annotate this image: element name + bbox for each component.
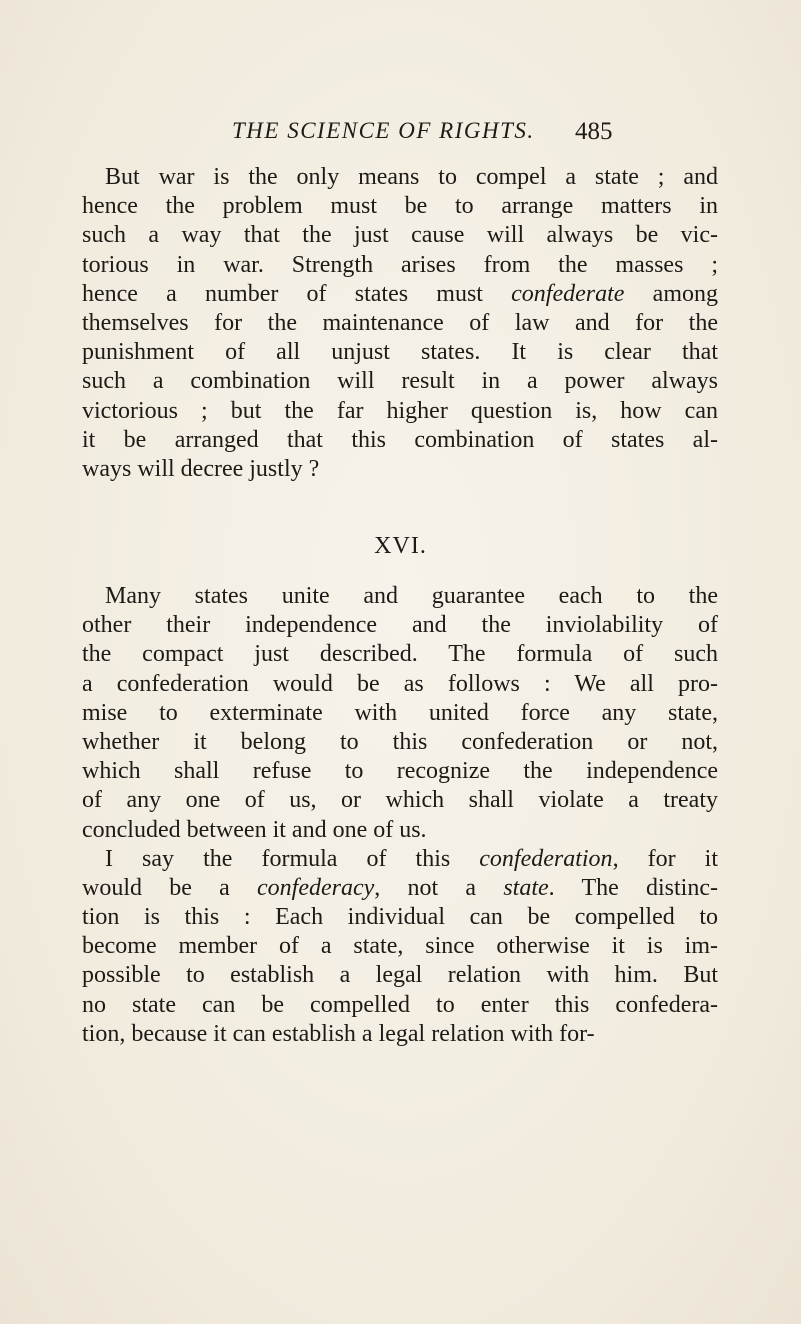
paragraph-1 bbox=[82, 163, 718, 484]
text-line bbox=[82, 786, 718, 815]
page-number: 485 bbox=[575, 118, 613, 145]
italic-term: confederacy bbox=[257, 874, 375, 901]
text-run: become member of a state, since otherwise it is im- bbox=[82, 933, 718, 960]
text-line bbox=[82, 1020, 718, 1049]
text-run: mise to exterminate with united force any state, bbox=[82, 699, 718, 726]
text-line bbox=[82, 874, 718, 903]
text-run: punishment of all unjust states. It is clear that bbox=[82, 339, 718, 366]
text-line bbox=[82, 280, 718, 309]
text-line bbox=[82, 903, 718, 932]
text-line bbox=[82, 991, 718, 1020]
italic-term: confederation bbox=[479, 845, 613, 872]
text-line bbox=[82, 961, 718, 990]
text-line bbox=[82, 309, 718, 338]
italic-term: confederate bbox=[511, 280, 625, 307]
text-run: whether it belong to this confederation or not, bbox=[82, 728, 718, 755]
text-line bbox=[82, 670, 718, 699]
text-line bbox=[82, 816, 718, 845]
text-run: I say the formula of this bbox=[105, 845, 480, 872]
text-run: . The distinc- bbox=[548, 874, 718, 901]
text-run: no state can be compelled to enter this confedera- bbox=[82, 991, 718, 1018]
text-line bbox=[82, 338, 718, 367]
text-run: hence the problem must be to arrange matters in bbox=[82, 193, 718, 220]
text-run: of any one of us, or which shall violate a treaty bbox=[82, 787, 718, 814]
text-line bbox=[82, 932, 718, 961]
text-line bbox=[82, 192, 718, 221]
text-run: tion, because it can establish a legal relation with for- bbox=[82, 1020, 595, 1047]
text-line bbox=[82, 582, 718, 611]
text-line bbox=[82, 640, 718, 669]
text-line bbox=[82, 397, 718, 426]
italic-term: state bbox=[503, 874, 549, 901]
text-line bbox=[82, 455, 718, 484]
text-line bbox=[82, 728, 718, 757]
text-line bbox=[82, 845, 718, 874]
text-run: such a way that the just cause will always be vic- bbox=[82, 222, 718, 249]
text-run: victorious ; but the far higher question is, how can bbox=[82, 397, 718, 424]
text-run: ways will decree justly ? bbox=[82, 455, 320, 482]
page-header bbox=[0, 118, 801, 152]
section-heading: XVI. bbox=[374, 533, 427, 559]
text-line bbox=[82, 367, 718, 396]
text-run: But war is the only means to compel a state ; and bbox=[105, 164, 718, 190]
text-line bbox=[82, 611, 718, 640]
text-run: , for it bbox=[612, 845, 718, 872]
text-run: Many states unite and guarantee each to the bbox=[105, 583, 718, 609]
text-run: hence a number of states must bbox=[82, 280, 512, 307]
text-line bbox=[82, 426, 718, 455]
text-run: such a combination will result in a power always bbox=[82, 368, 718, 395]
text-run: a confederation would be as follows : We all pro- bbox=[82, 670, 718, 697]
paragraph-2 bbox=[82, 582, 718, 1049]
text-line bbox=[82, 699, 718, 728]
text-run: tion is this : Each individual can be compelled to bbox=[82, 904, 718, 931]
text-run: themselves for the maintenance of law and for the bbox=[82, 309, 718, 336]
text-run: would be a bbox=[82, 874, 258, 901]
text-line bbox=[82, 757, 718, 786]
text-run: it be arranged that this combination of states al- bbox=[82, 426, 718, 453]
text-run: other their independence and the inviolability of bbox=[82, 612, 718, 639]
running-head: THE SCIENCE OF RIGHTS. bbox=[232, 118, 535, 143]
text-line bbox=[82, 251, 718, 280]
text-run: among bbox=[624, 280, 718, 307]
text-run: the compact just described. The formula of such bbox=[82, 641, 718, 668]
text-line bbox=[82, 221, 718, 250]
text-run: torious in war. Strength arises from the masses ; bbox=[82, 251, 718, 278]
text-run: possible to establish a legal relation with him. But bbox=[82, 962, 718, 989]
text-line bbox=[82, 163, 718, 192]
text-run: which shall refuse to recognize the independence bbox=[82, 758, 718, 785]
text-run: , not a bbox=[374, 874, 504, 901]
text-run: concluded between it and one of us. bbox=[82, 816, 427, 843]
